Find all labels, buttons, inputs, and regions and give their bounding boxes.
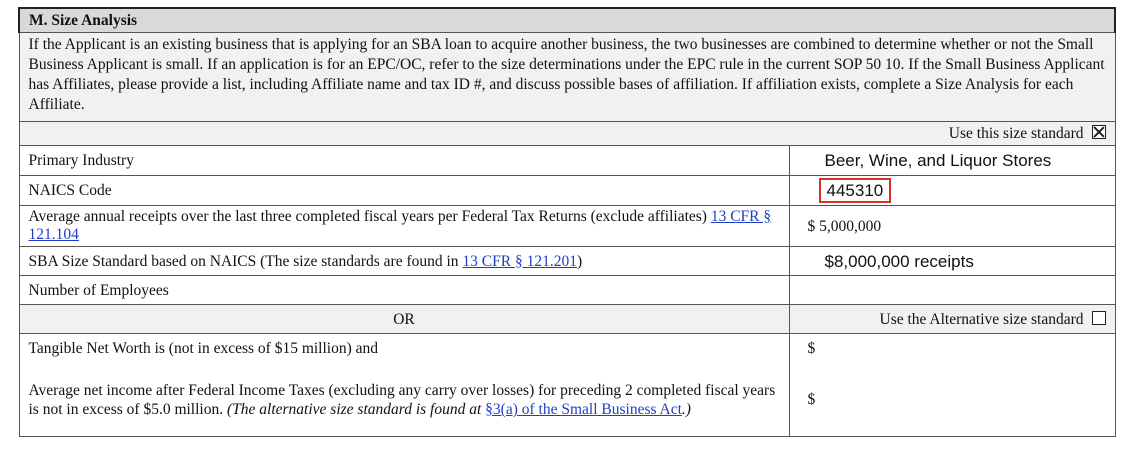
net-income-row (19, 362, 1115, 437)
naics-code-value[interactable]: 445310 (819, 178, 892, 203)
net-worth-row (19, 334, 1115, 363)
use-size-standard-checkbox[interactable] (1092, 125, 1106, 139)
avg-receipts-row (19, 206, 1115, 247)
employees-value[interactable] (789, 276, 1115, 305)
naics-code-row (19, 176, 1115, 206)
net-worth-label: Tangible Net Worth is (not in excess of $15 million) and (19, 334, 789, 363)
avg-receipts-currency: $ (807, 217, 816, 235)
size-standard-value[interactable]: $8,000,000 receipts (789, 247, 1115, 276)
section-intro-text: If the Applicant is an existing business that is applying for an SBA loan to acquire another business, the two businesses are combined to determine whether or not the Small Business Applicant is small. If an application is for an EPC/OC, refer to the size determinations under the EPC rule in the current SOP 50 10. If the Small Business Applicant has Affiliates, please provide a list, including Affiliate name and tax ID #, and discuss possible bases of affiliation. If affiliation exists, complete a Size Analysis for each Affiliate. (19, 33, 1115, 122)
avg-receipts-label: Average annual receipts over the last three completed fiscal years per Federal Tax Returns (exclude affiliates) (28, 208, 707, 225)
intro-row (19, 33, 1115, 122)
primary-industry-value[interactable]: Beer, Wine, and Liquor Stores (789, 146, 1115, 176)
or-label: OR (19, 305, 789, 334)
alt-size-standard-checkbox[interactable] (1092, 311, 1106, 325)
cfr-121-104-link[interactable]: 13 CFR § 121.104 (28, 208, 772, 243)
use-size-standard-label: Use this size standard (948, 125, 1084, 142)
alt-size-standard-label: Use the Alternative size standard (879, 310, 1084, 328)
avg-receipts-value[interactable]: 5,000,000 (819, 217, 882, 235)
employees-label: Number of Employees (19, 276, 789, 305)
net-worth-currency: $ (807, 339, 816, 357)
size-analysis-table (18, 7, 1116, 437)
use-size-standard-row (19, 122, 1115, 146)
alt-standard-note-end: .) (681, 401, 691, 418)
or-row (19, 305, 1115, 334)
net-income-currency: $ (807, 390, 816, 408)
size-analysis-form (18, 7, 1114, 437)
size-standard-label: SBA Size Standard based on NAICS (The size standards are found in (28, 252, 459, 270)
primary-industry-row (19, 146, 1115, 176)
sba-act-3a-link[interactable]: §3(a) of the Small Business Act (485, 401, 682, 418)
primary-industry-label: Primary Industry (19, 146, 789, 176)
naics-code-label: NAICS Code (19, 176, 789, 206)
cfr-121-201-link[interactable]: 13 CFR § 121.201 (462, 252, 577, 270)
net-income-label: Average net income after Federal Income Taxes (excluding any carry over losses) for preceding 2 completed fiscal years is not in excess of $5.0 million. (28, 382, 776, 418)
alt-standard-note: (The alternative size standard is found at (226, 401, 482, 418)
section-header-row (19, 8, 1115, 33)
size-standard-label-suffix: ) (576, 252, 583, 270)
section-title: M. Size Analysis (19, 8, 1115, 33)
employees-row (19, 276, 1115, 305)
size-standard-row (19, 247, 1115, 276)
